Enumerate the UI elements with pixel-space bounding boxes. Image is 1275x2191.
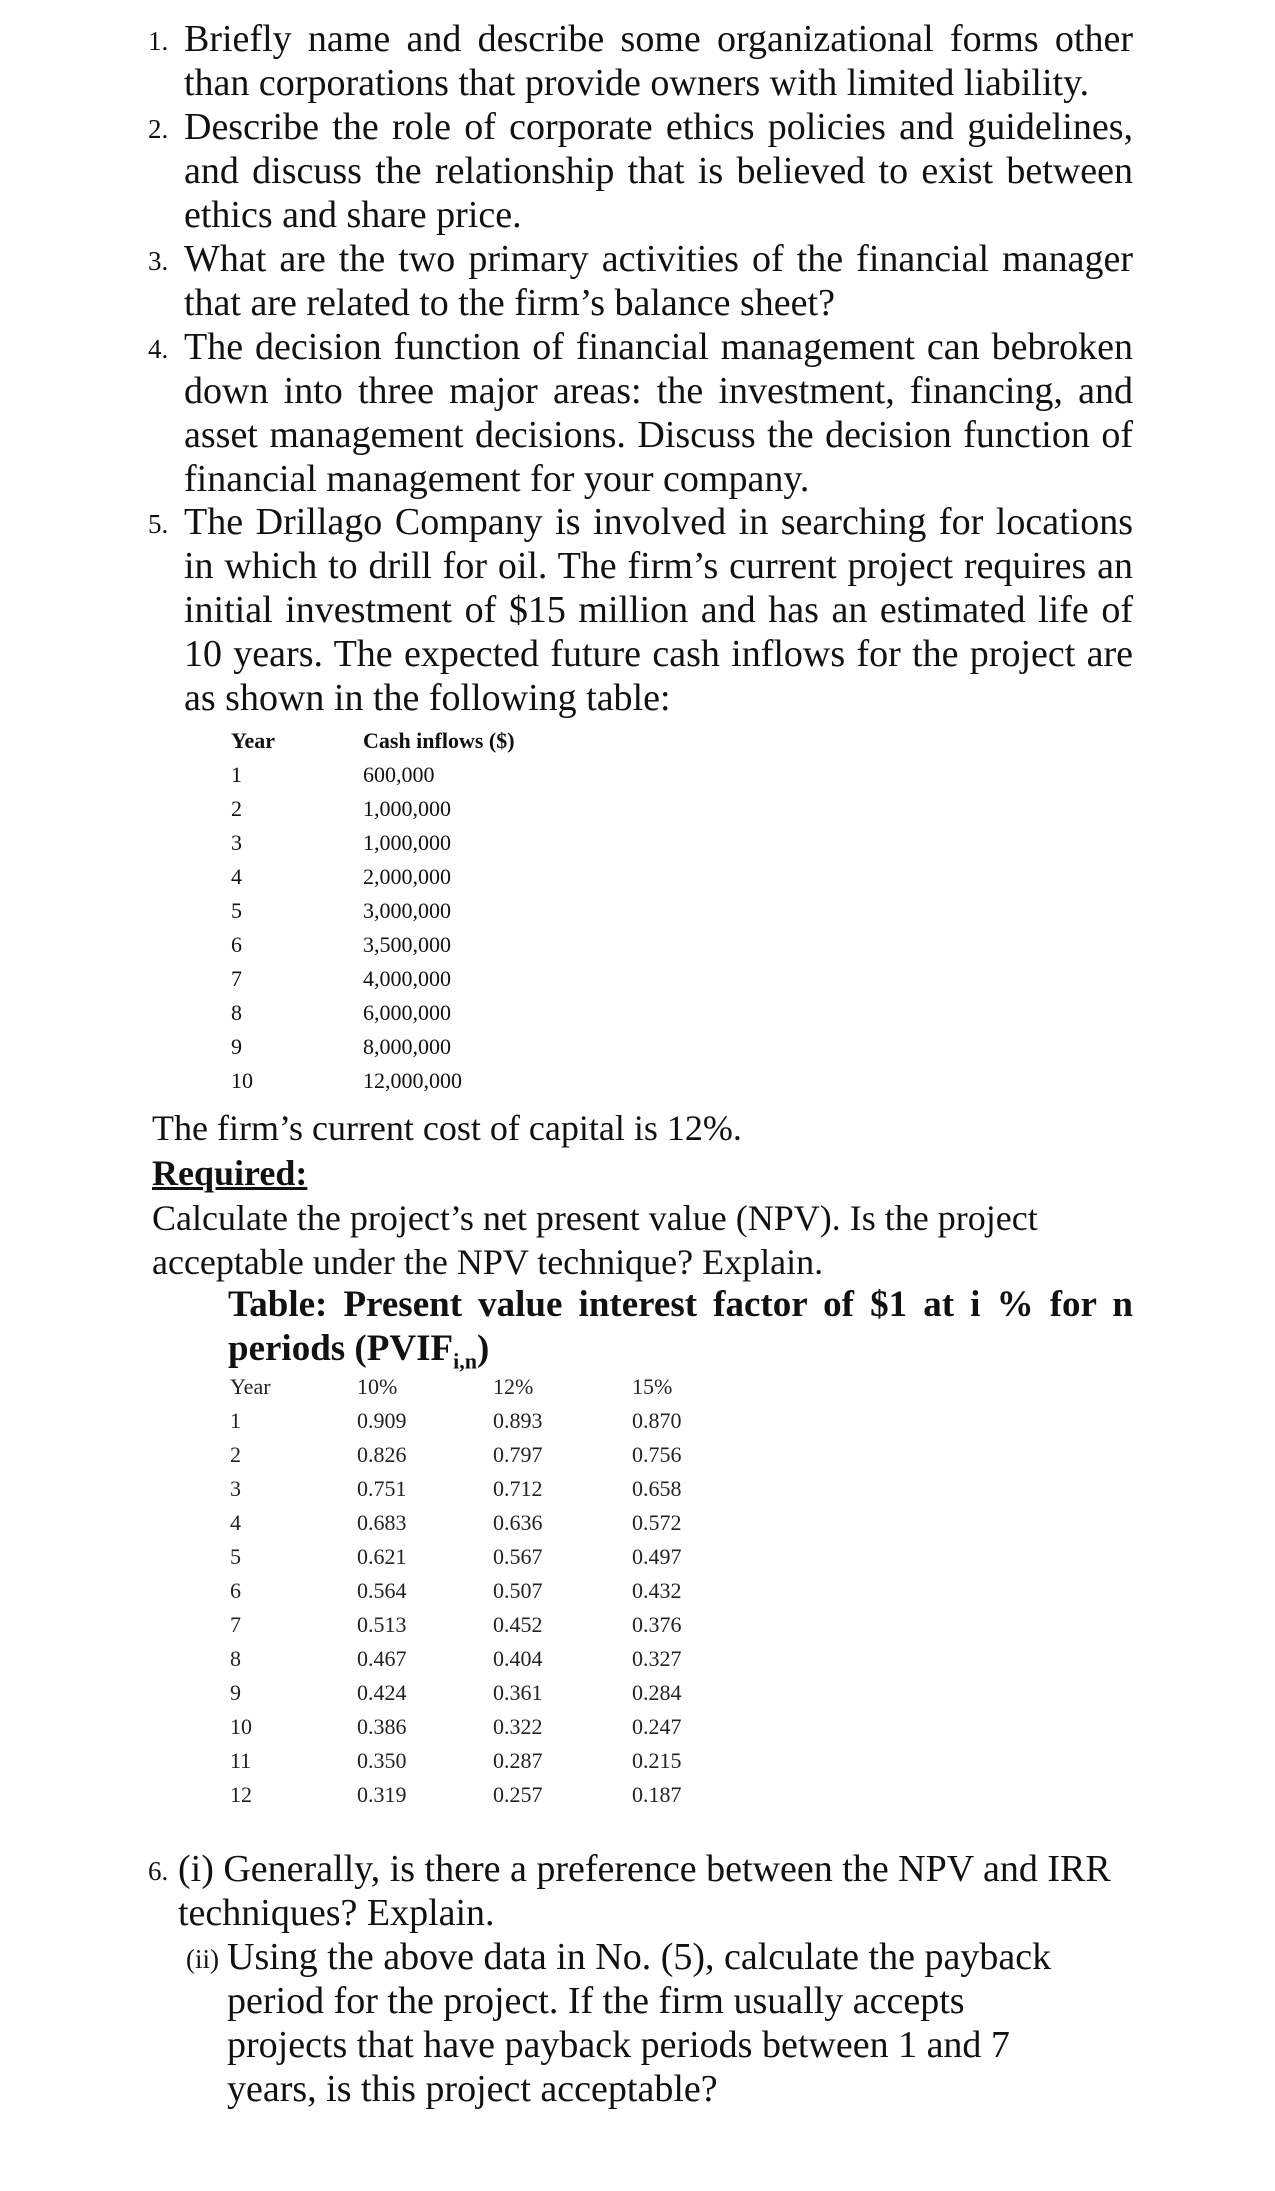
year-header: Year (231, 728, 275, 753)
pvif-cell: 0.621 (357, 1544, 407, 1569)
year-cell: 4 (230, 1510, 241, 1535)
pvif-cell: 0.909 (357, 1408, 407, 1433)
pvif-cell: 0.826 (357, 1442, 407, 1467)
cash-header: Cash inflows ($) (363, 728, 515, 753)
year-cell: 5 (230, 1544, 241, 1569)
pvif-title-close: ) (476, 1328, 490, 1369)
cash-cell: 4,000,000 (363, 966, 451, 991)
required-text-line-1: Calculate the project’s net present value (NPV). Is the project (152, 1198, 1038, 1238)
question-1 (148, 17, 1133, 105)
cash-cell: 3,500,000 (363, 932, 451, 957)
pvif-table (230, 1370, 690, 1810)
rate-header-15: 15% (632, 1374, 673, 1399)
pvif-cell: 0.712 (493, 1476, 543, 1501)
pvif-title-subscript: i,n (453, 1348, 477, 1374)
pvif-cell: 0.870 (632, 1408, 682, 1433)
pvif-cell: 0.797 (493, 1442, 543, 1467)
part-number: (ii) (186, 1944, 219, 1974)
pvif-cell: 0.658 (632, 1476, 682, 1501)
pvif-title-line-1: Table: Present value interest factor of $1 at i % for n (228, 1284, 1133, 1325)
question-6-part-2-text: Using the above data in No. (5), calculate the payback period for the project. If the firm usually accepts projects that have payback periods between 1 and 7 years, is this project acceptable? (227, 1936, 1052, 2110)
question-6 (148, 1847, 1138, 1935)
pvif-cell: 0.319 (357, 1782, 407, 1807)
year-cell: 6 (231, 932, 242, 957)
pvif-cell: 0.893 (493, 1408, 543, 1433)
year-cell: 7 (230, 1612, 241, 1637)
pvif-cell: 0.287 (493, 1748, 543, 1773)
year-cell: 1 (231, 762, 242, 787)
year-cell: 5 (231, 898, 242, 923)
pvif-cell: 0.567 (493, 1544, 543, 1569)
question-2 (148, 105, 1133, 237)
year-cell: 9 (231, 1034, 242, 1059)
pvif-cell: 0.452 (493, 1612, 543, 1637)
pvif-cell: 0.386 (357, 1714, 407, 1739)
cash-cell: 8,000,000 (363, 1034, 451, 1059)
question-text: The Drillago Company is involved in searching for locations in which to drill for oil. The firm’s current project requires an initial investment of $15 million and has an estimated life of 10 years. The expected future cash inflows for the project are as shown in the following table: (184, 501, 1133, 719)
pvif-cell: 0.564 (357, 1578, 407, 1603)
year-cell: 9 (230, 1680, 241, 1705)
pvif-cell: 0.215 (632, 1748, 682, 1773)
year-cell: 7 (231, 966, 242, 991)
cash-cell: 2,000,000 (363, 864, 451, 889)
pvif-cell: 0.751 (357, 1476, 407, 1501)
question-text: Describe the role of corporate ethics policies and guidelines, and discuss the relationship that is believed to exist between ethics and share price. (184, 106, 1133, 236)
cash-cell: 600,000 (363, 762, 435, 787)
question-number: 5. (148, 509, 169, 539)
pvif-cell: 0.572 (632, 1510, 682, 1535)
question-6-part-1: (i) Generally, is there a preference between the NPV and IRR techniques? Explain. (178, 1848, 1111, 1934)
pvif-cell: 0.467 (357, 1646, 407, 1671)
rate-header-10: 10% (357, 1374, 398, 1399)
pvif-table-title (228, 1283, 1133, 1383)
cash-cell: 3,000,000 (363, 898, 451, 923)
pvif-cell: 0.424 (357, 1680, 407, 1705)
pvif-cell: 0.636 (493, 1510, 543, 1535)
year-header: Year (230, 1374, 271, 1399)
cash-inflows-table (231, 724, 651, 1096)
year-cell: 11 (230, 1748, 252, 1773)
pvif-cell: 0.513 (357, 1612, 407, 1637)
cost-of-capital-text: The firm’s current cost of capital is 12%. (152, 1108, 742, 1148)
year-cell: 8 (231, 1000, 242, 1025)
question-number: 4. (148, 334, 169, 364)
question-number: 1. (148, 26, 169, 56)
pvif-cell: 0.257 (493, 1782, 543, 1807)
year-cell: 10 (230, 1714, 252, 1739)
question-number: 6. (148, 1856, 169, 1886)
year-cell: 6 (230, 1578, 241, 1603)
question-5 (148, 500, 1133, 720)
cash-cell: 1,000,000 (363, 796, 451, 821)
pvif-cell: 0.284 (632, 1680, 682, 1705)
cash-cell: 1,000,000 (363, 830, 451, 855)
question-4 (148, 325, 1133, 501)
question-number: 2. (148, 114, 169, 144)
pvif-cell: 0.507 (493, 1578, 543, 1603)
pvif-cell: 0.327 (632, 1646, 682, 1671)
year-cell: 8 (230, 1646, 241, 1671)
year-cell: 1 (230, 1408, 241, 1433)
year-cell: 3 (230, 1476, 241, 1501)
cash-cell: 6,000,000 (363, 1000, 451, 1025)
pvif-cell: 0.247 (632, 1714, 682, 1739)
question-3 (148, 237, 1133, 325)
pvif-cell: 0.497 (632, 1544, 682, 1569)
pvif-cell: 0.187 (632, 1782, 682, 1807)
required-heading: Required: (152, 1153, 308, 1193)
year-cell: 12 (230, 1782, 252, 1807)
year-cell: 2 (231, 796, 242, 821)
year-cell: 2 (230, 1442, 241, 1467)
pvif-cell: 0.322 (493, 1714, 543, 1739)
year-cell: 10 (231, 1068, 253, 1093)
year-cell: 3 (231, 830, 242, 855)
year-cell: 4 (231, 864, 242, 889)
pvif-cell: 0.361 (493, 1680, 543, 1705)
question-6-part-2 (186, 1935, 1086, 2111)
pvif-cell: 0.432 (632, 1578, 682, 1603)
question-text: What are the two primary activities of the financial manager that are related to the firm’s balance sheet? (184, 238, 1133, 324)
pvif-cell: 0.376 (632, 1612, 682, 1637)
pvif-cell: 0.683 (357, 1510, 407, 1535)
pvif-cell: 0.756 (632, 1442, 682, 1467)
question-text: Briefly name and describe some organizational forms other than corporations that provide owners with limited liability. (184, 18, 1133, 104)
pvif-cell: 0.404 (493, 1646, 543, 1671)
cash-cell: 12,000,000 (363, 1068, 462, 1093)
pvif-title-text: periods (PVIF (228, 1328, 454, 1369)
question-text: The decision function of financial management can bebroken down into three major areas: the investment, financing, and asset management decisions. Discuss the decision function of financial management for your company. (184, 326, 1133, 500)
question-number: 3. (148, 246, 169, 276)
pvif-cell: 0.350 (357, 1748, 407, 1773)
required-text-line-2: acceptable under the NPV technique? Explain. (152, 1242, 824, 1282)
rate-header-12: 12% (493, 1374, 534, 1399)
